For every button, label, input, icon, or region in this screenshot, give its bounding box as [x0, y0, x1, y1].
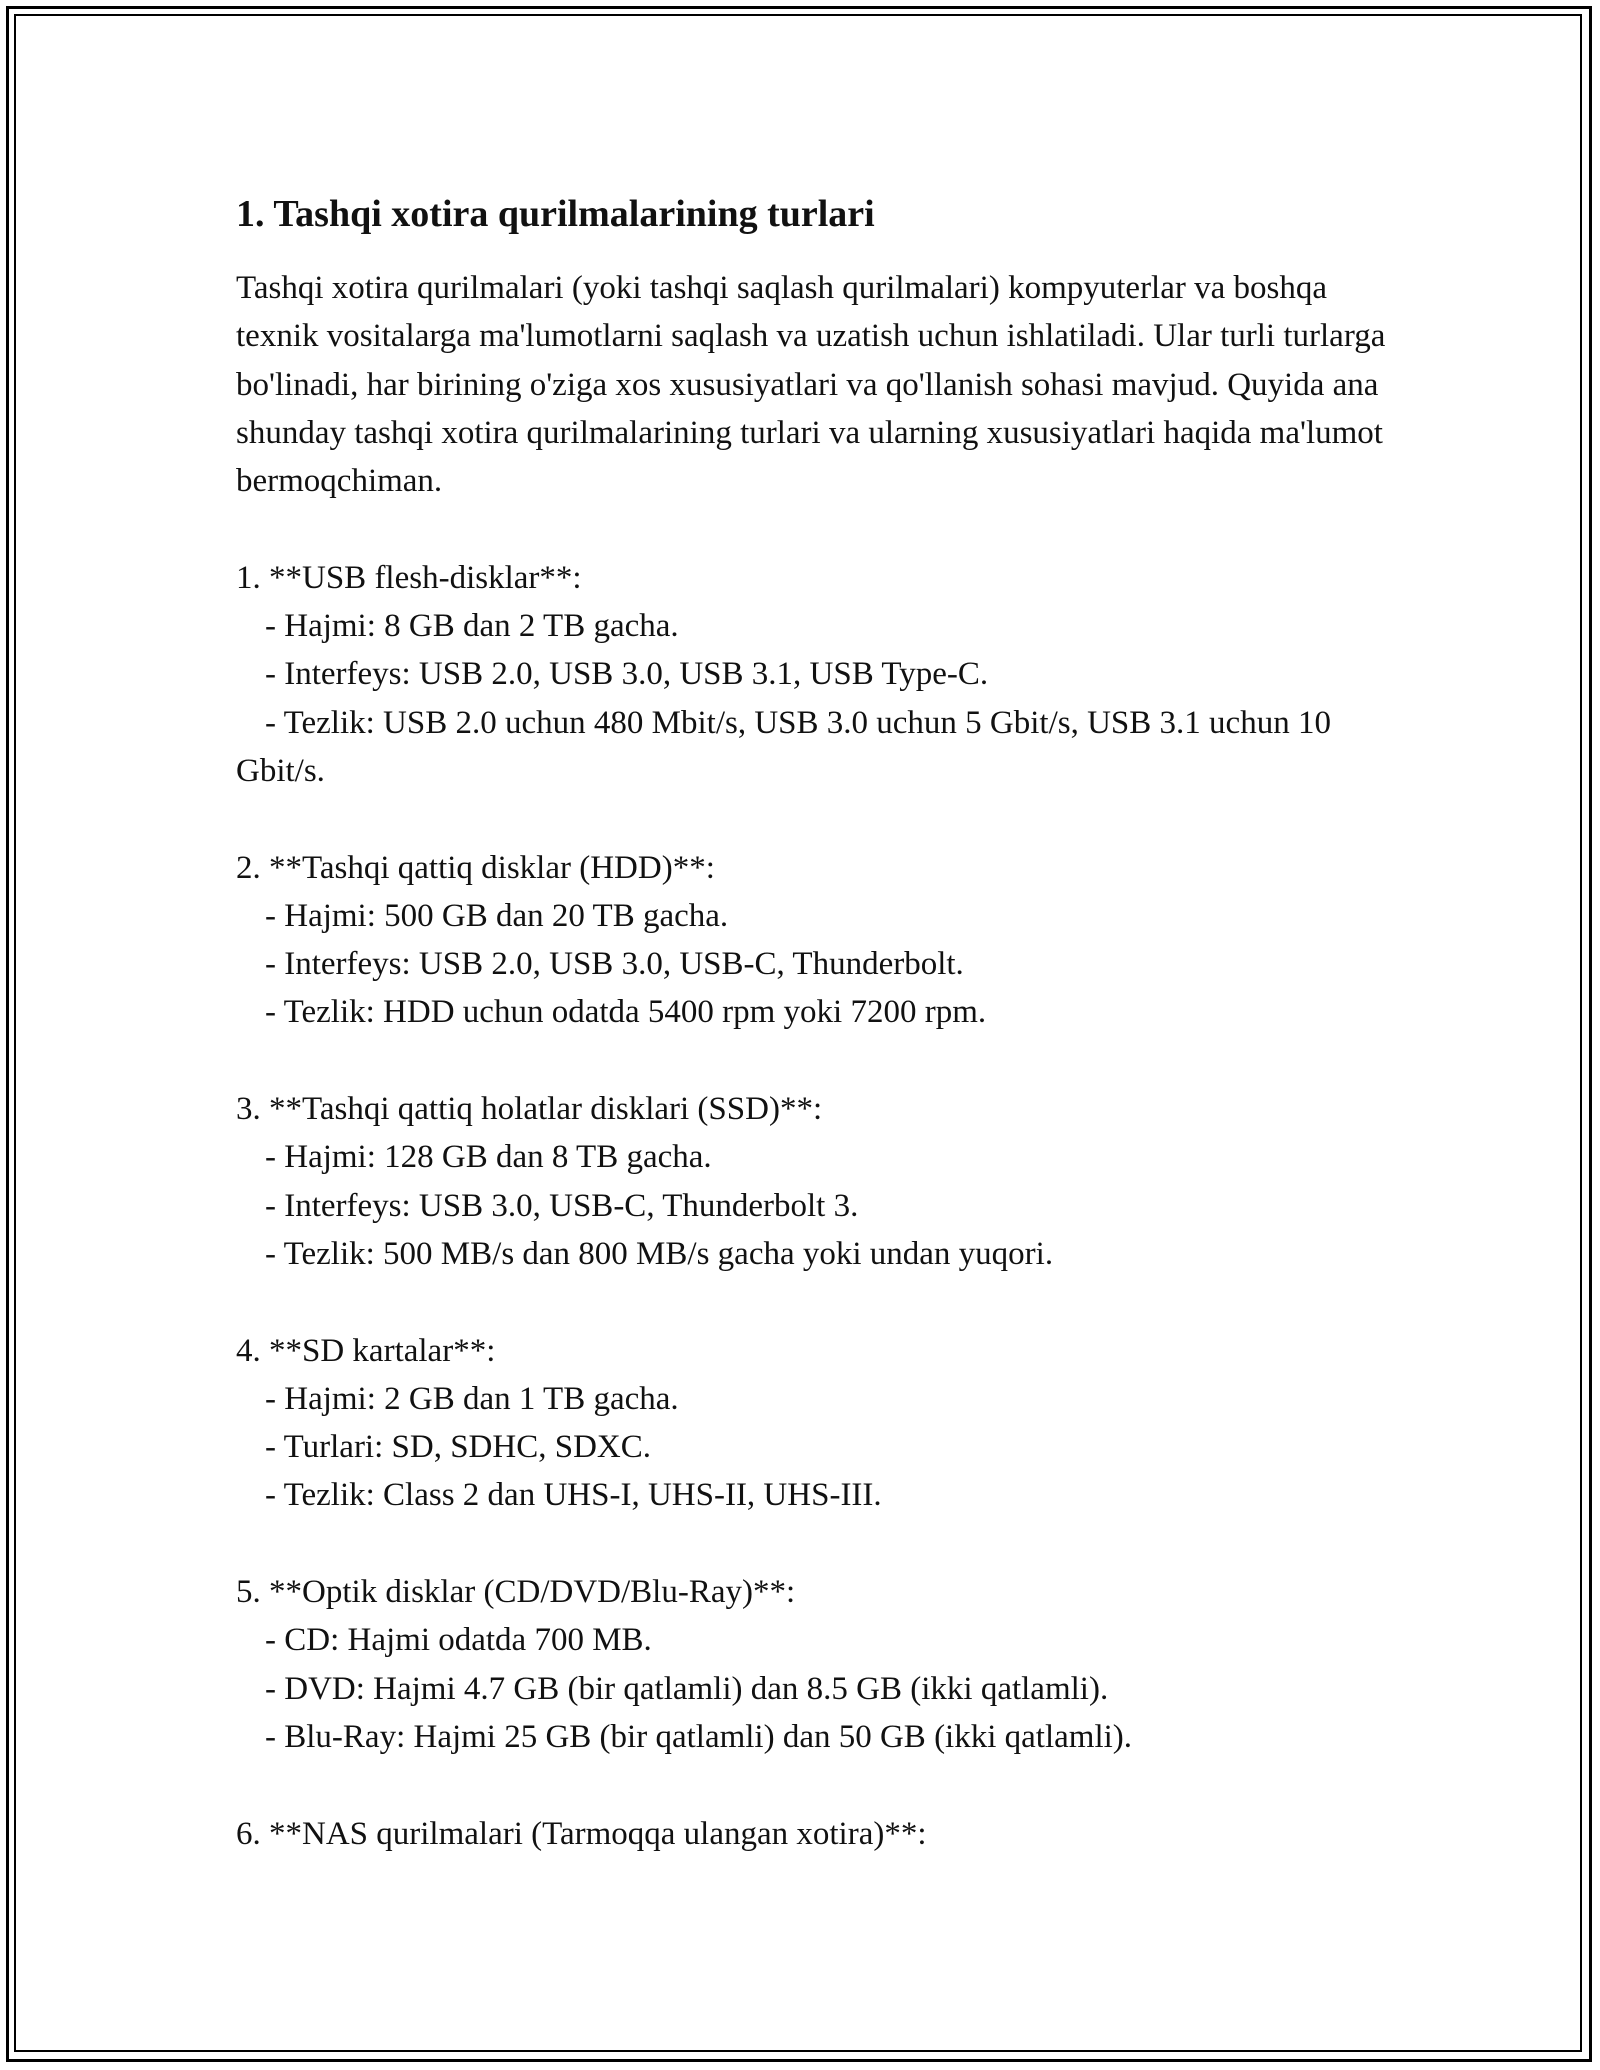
list-item: - Tezlik: USB 2.0 uchun 480 Mbit/s, USB 3.0 uchun 5 Gbit/s, USB 3.1 uchun 10 Gbit/s.	[236, 704, 1340, 789]
section-heading: 4. **SD kartalar**:	[236, 1332, 496, 1369]
section-heading: 6. **NAS qurilmalari (Tarmoqqa ulangan xotira)**:	[236, 1815, 927, 1852]
list-item: - Turlari: SD, SDHC, SDXC.	[265, 1429, 652, 1466]
intro-paragraph: Tashqi xotira qurilmalari (yoki tashqi saqlash qurilmalari) kompyuterlar va boshqa texnik vositalarga ma'lumotlarni saqlash va uzatish uchun ishlatiladi. Ular turli turlarga bo'linadi, har birining o'ziga xos xususiyatlari va qo'llanish sohasi mavjud. Quyida ana shunday tashqi xotira qurilmalarining turlari va ularning xususiyatlari haqida ma'lumot bermoqchiman.	[236, 270, 1386, 500]
list-item: - Tezlik: Class 2 dan UHS-I, UHS-II, UHS-III.	[265, 1477, 882, 1514]
section-heading: 1. **USB flesh-disklar**:	[236, 559, 582, 596]
section-heading: 5. **Optik disklar (CD/DVD/Blu-Ray)**:	[236, 1574, 796, 1611]
list-item: - Tezlik: 500 MB/s dan 800 MB/s gacha yoki undan yuqori.	[265, 1235, 1054, 1272]
list-item: - Interfeys: USB 3.0, USB-C, Thunderbolt 3.	[265, 1187, 859, 1224]
section-usb-flash	[236, 554, 1386, 795]
list-item: - Blu-Ray: Hajmi 25 GB (bir qatlamli) dan 50 GB (ikki qatlamli).	[265, 1718, 1133, 1755]
section-heading: 3. **Tashqi qattiq holatlar disklari (SSD)**:	[236, 1091, 823, 1128]
section-optical-discs	[236, 1568, 1386, 1761]
list-item: - CD: Hajmi odatda 700 MB.	[265, 1622, 652, 1659]
section-external-hdd	[236, 844, 1386, 1037]
section-nas-devices	[236, 1810, 1386, 1858]
list-item: - Hajmi: 128 GB dan 8 TB gacha.	[265, 1139, 712, 1176]
document-title: 1. Tashqi xotira qurilmalarining turlari	[236, 193, 875, 235]
list-item: - Tezlik: HDD uchun odatda 5400 rpm yoki 7200 rpm.	[265, 994, 987, 1031]
section-heading: 2. **Tashqi qattiq disklar (HDD)**:	[236, 849, 715, 886]
list-item: - Hajmi: 2 GB dan 1 TB gacha.	[265, 1380, 679, 1417]
section-external-ssd	[236, 1085, 1386, 1278]
document-body	[236, 188, 1386, 1858]
list-item: - Hajmi: 8 GB dan 2 TB gacha.	[265, 608, 679, 645]
list-item: - DVD: Hajmi 4.7 GB (bir qatlamli) dan 8.5 GB (ikki qatlamli).	[265, 1670, 1109, 1707]
list-item: - Interfeys: USB 2.0, USB 3.0, USB-C, Thunderbolt.	[265, 946, 964, 983]
section-sd-cards	[236, 1327, 1386, 1520]
list-item: - Hajmi: 500 GB dan 20 TB gacha.	[265, 897, 729, 934]
list-item: - Interfeys: USB 2.0, USB 3.0, USB 3.1, USB Type-C.	[265, 656, 989, 693]
